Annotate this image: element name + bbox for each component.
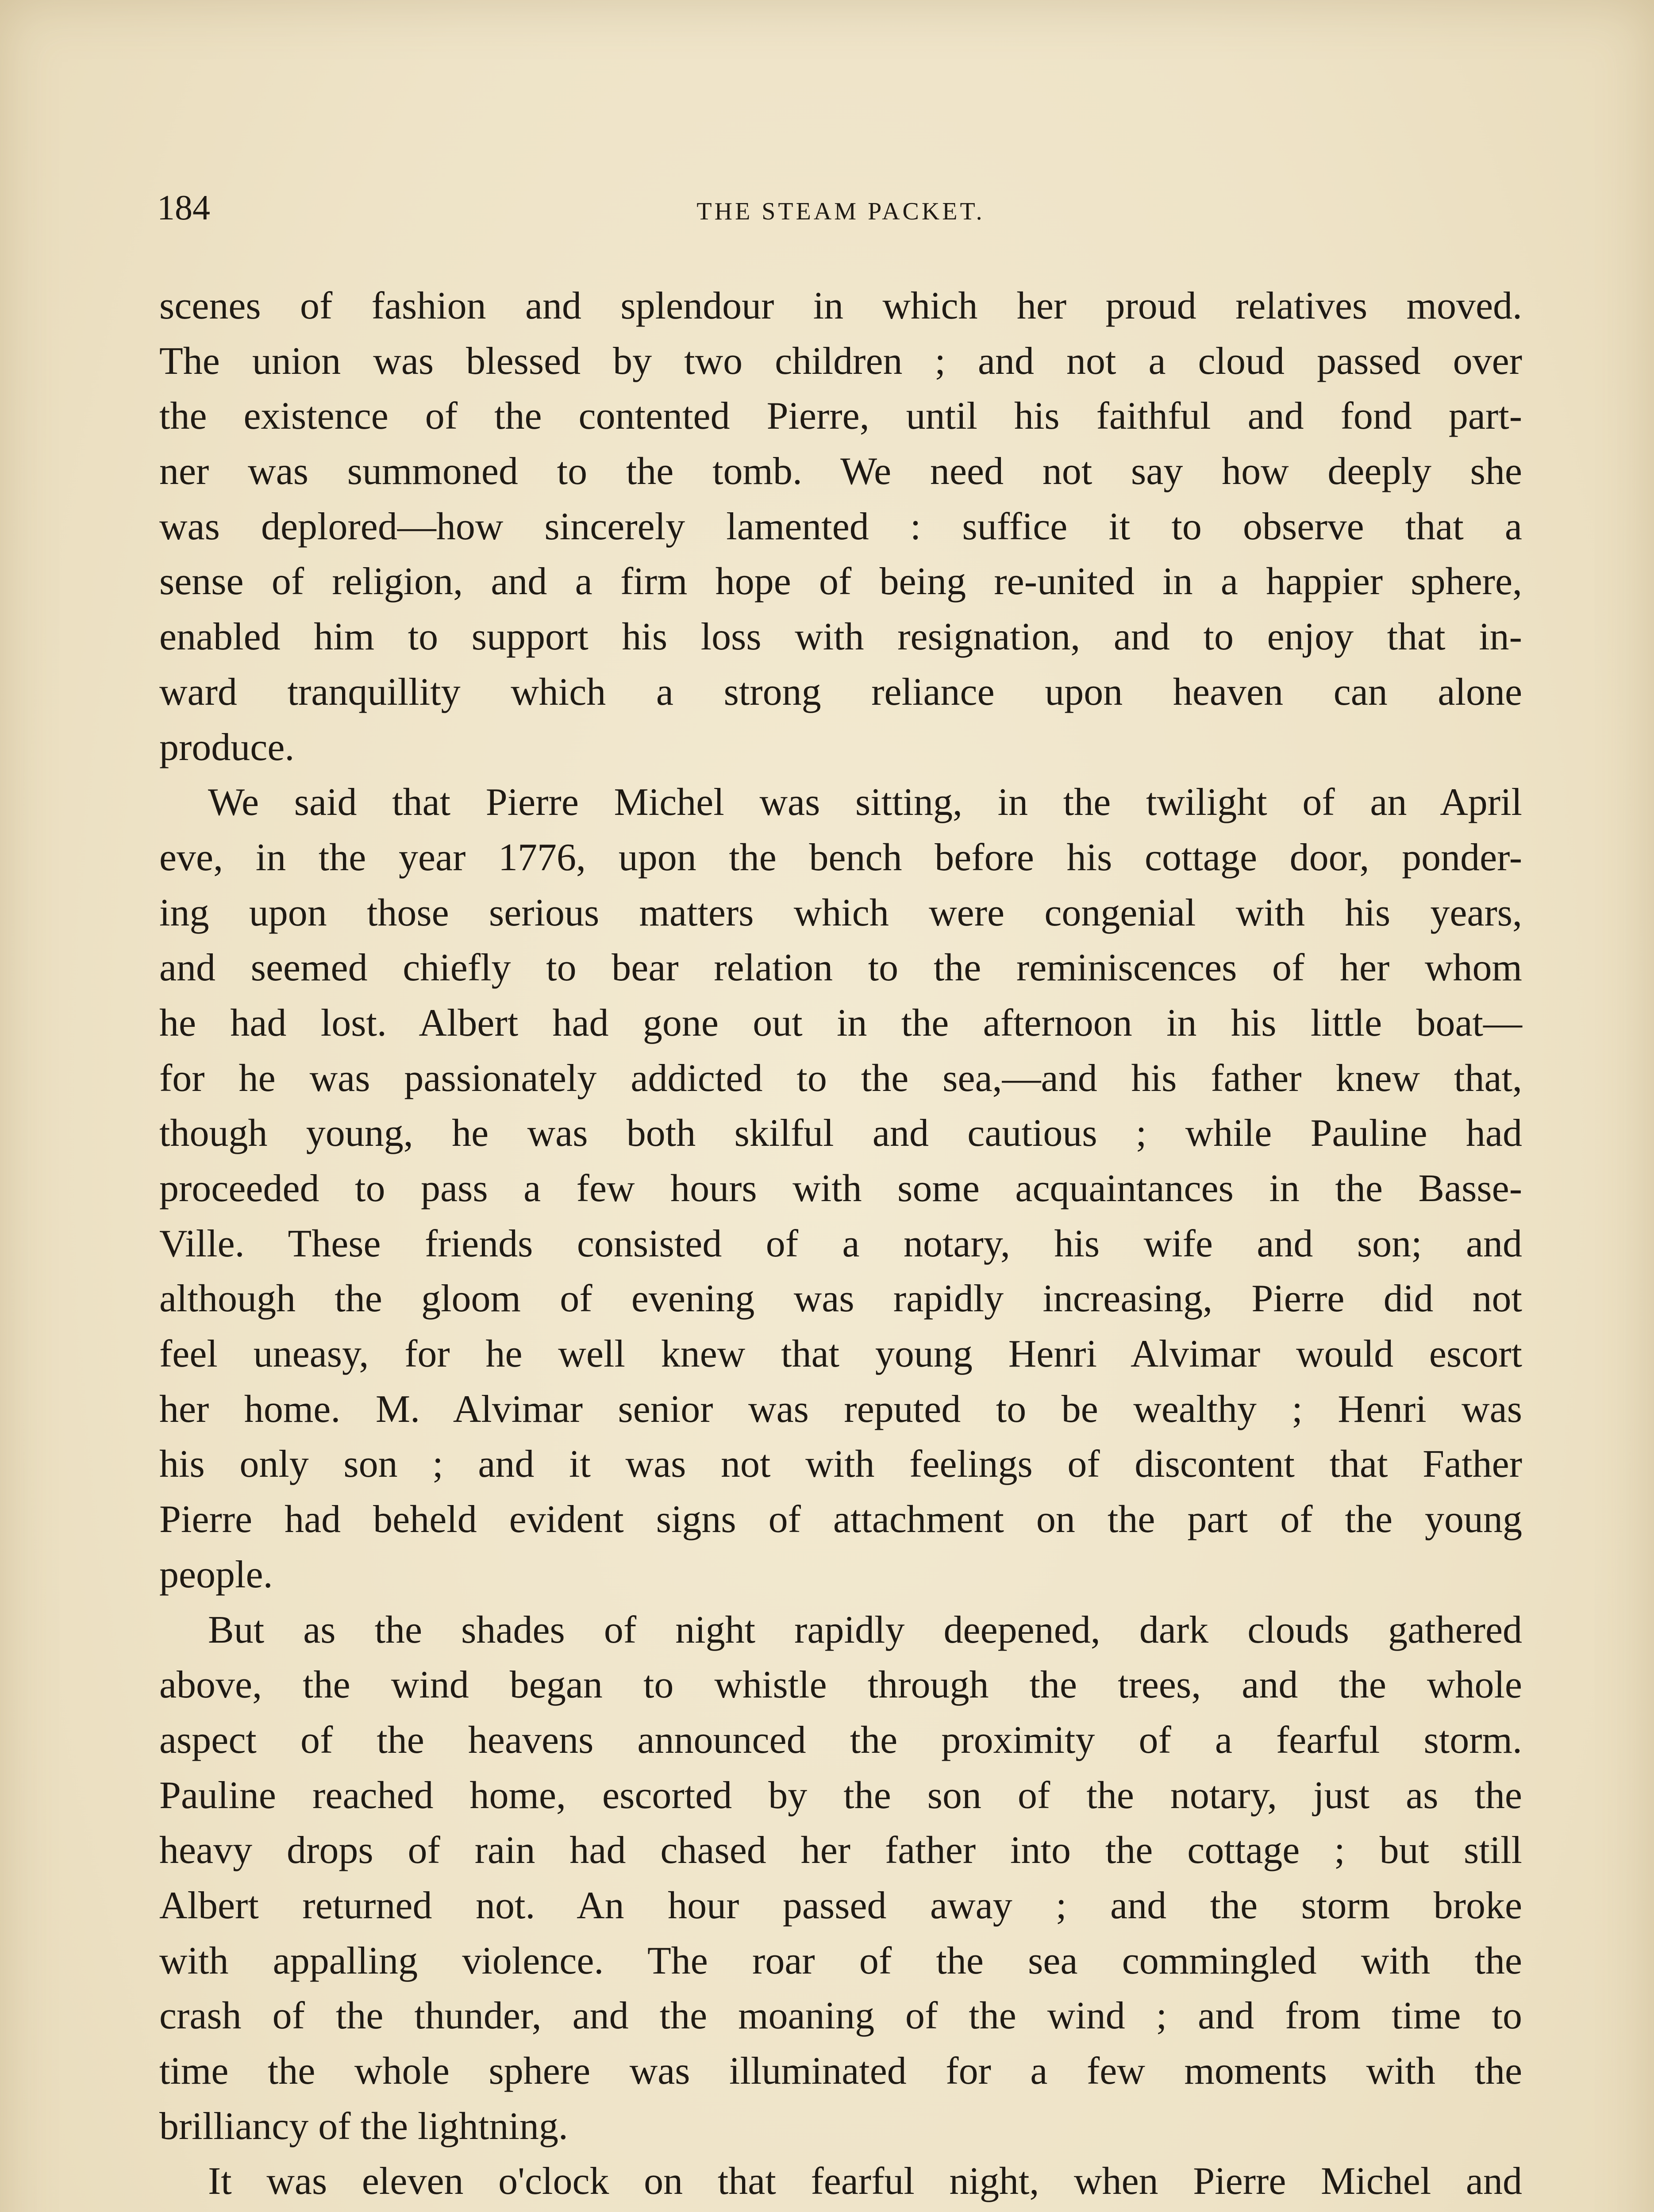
text-line: he had lost. Albert had gone out in the afternoon in his little boat— [159,1001,1522,1045]
body-text [159,279,1522,2212]
text-line: crash of the thunder, and the moaning of the wind ; and from time to [159,1994,1522,2038]
text-line: ward tranquillity which a strong reliance upon heaven can alone [159,670,1522,714]
text-line [159,2209,1522,2212]
text-line: people. [159,1553,273,1596]
text-line: proceeded to pass a few hours with some acquaintances in the Basse- [159,1167,1522,1210]
text-line: feel uneasy, for he well knew that young Henri Alvimar would escort [159,1333,1522,1376]
text-line: enabled him to support his loss with resignation, and to enjoy that in- [159,615,1522,659]
text-line: above, the wind began to whistle through the trees, and the whole [159,1663,1522,1707]
text-line: It was eleven o'clock on that fearful night, when Pierre Michel and [208,2160,1522,2203]
text-line: although the gloom of evening was rapidly increasing, Pierre did not [159,1277,1522,1321]
text-line: was deplored—how sincerely lamented : suffice it to observe that a [159,505,1522,548]
text-line: though young, he was both skilful and cautious ; while Pauline had [159,1112,1522,1155]
text-line: time the whole sphere was illuminated for a few moments with the [159,2050,1522,2093]
text-line: the existence of the contented Pierre, until his faithful and fond part- [159,395,1522,438]
page-number: 184 [157,188,210,227]
text-line: Ville. These friends consisted of a notary, his wife and son; and [159,1222,1522,1265]
text-line: Pauline reached home, escorted by the son of the notary, just as the [159,1774,1522,1817]
text-line: his only son ; and it was not with feelings of discontent that Father [159,1443,1522,1486]
text-line: ing upon those serious matters which were congenial with his years, [159,891,1522,934]
page-header [157,186,1524,239]
text-line: ner was summoned to the tomb. We need not say how deeply she [159,450,1522,493]
text-line: for he was passionately addicted to the sea,—and his father knew that, [159,1056,1522,1100]
text-line: produce. [159,726,295,769]
text-line: scenes of fashion and splendour in which her proud relatives moved. [159,284,1522,327]
text-line: Albert returned not. An hour passed away ; and the storm broke [159,1884,1522,1927]
text-line: with appalling violence. The roar of the sea commingled with the [159,1939,1522,1982]
running-title: THE STEAM PACKET. [696,198,985,225]
text-line: But as the shades of night rapidly deepened, dark clouds gathered [208,1608,1522,1651]
text-line: aspect of the heavens announced the proximity of a fearful storm. [159,1718,1522,1762]
text-line: her home. M. Alvimar senior was reputed to be wealthy ; Henri was [159,1387,1522,1431]
text-line: The union was blessed by two children ; and not a cloud passed over [159,339,1522,383]
text-line: brilliancy of the lightning. [159,2104,568,2148]
text-line: sense of religion, and a firm hope of being re-united in a happier sphere, [159,560,1522,603]
text-line: Pierre had beheld evident signs of attachment on the part of the young [159,1498,1522,1541]
text-line: We said that Pierre Michel was sitting, in the twilight of an April [208,781,1522,824]
text-line: heavy drops of rain had chased her father into the cottage ; but still [159,1829,1522,1872]
text-line: and seemed chiefly to bear relation to the reminiscences of her whom [159,946,1522,990]
text-line: eve, in the year 1776, upon the bench before his cottage door, ponder- [159,836,1522,879]
